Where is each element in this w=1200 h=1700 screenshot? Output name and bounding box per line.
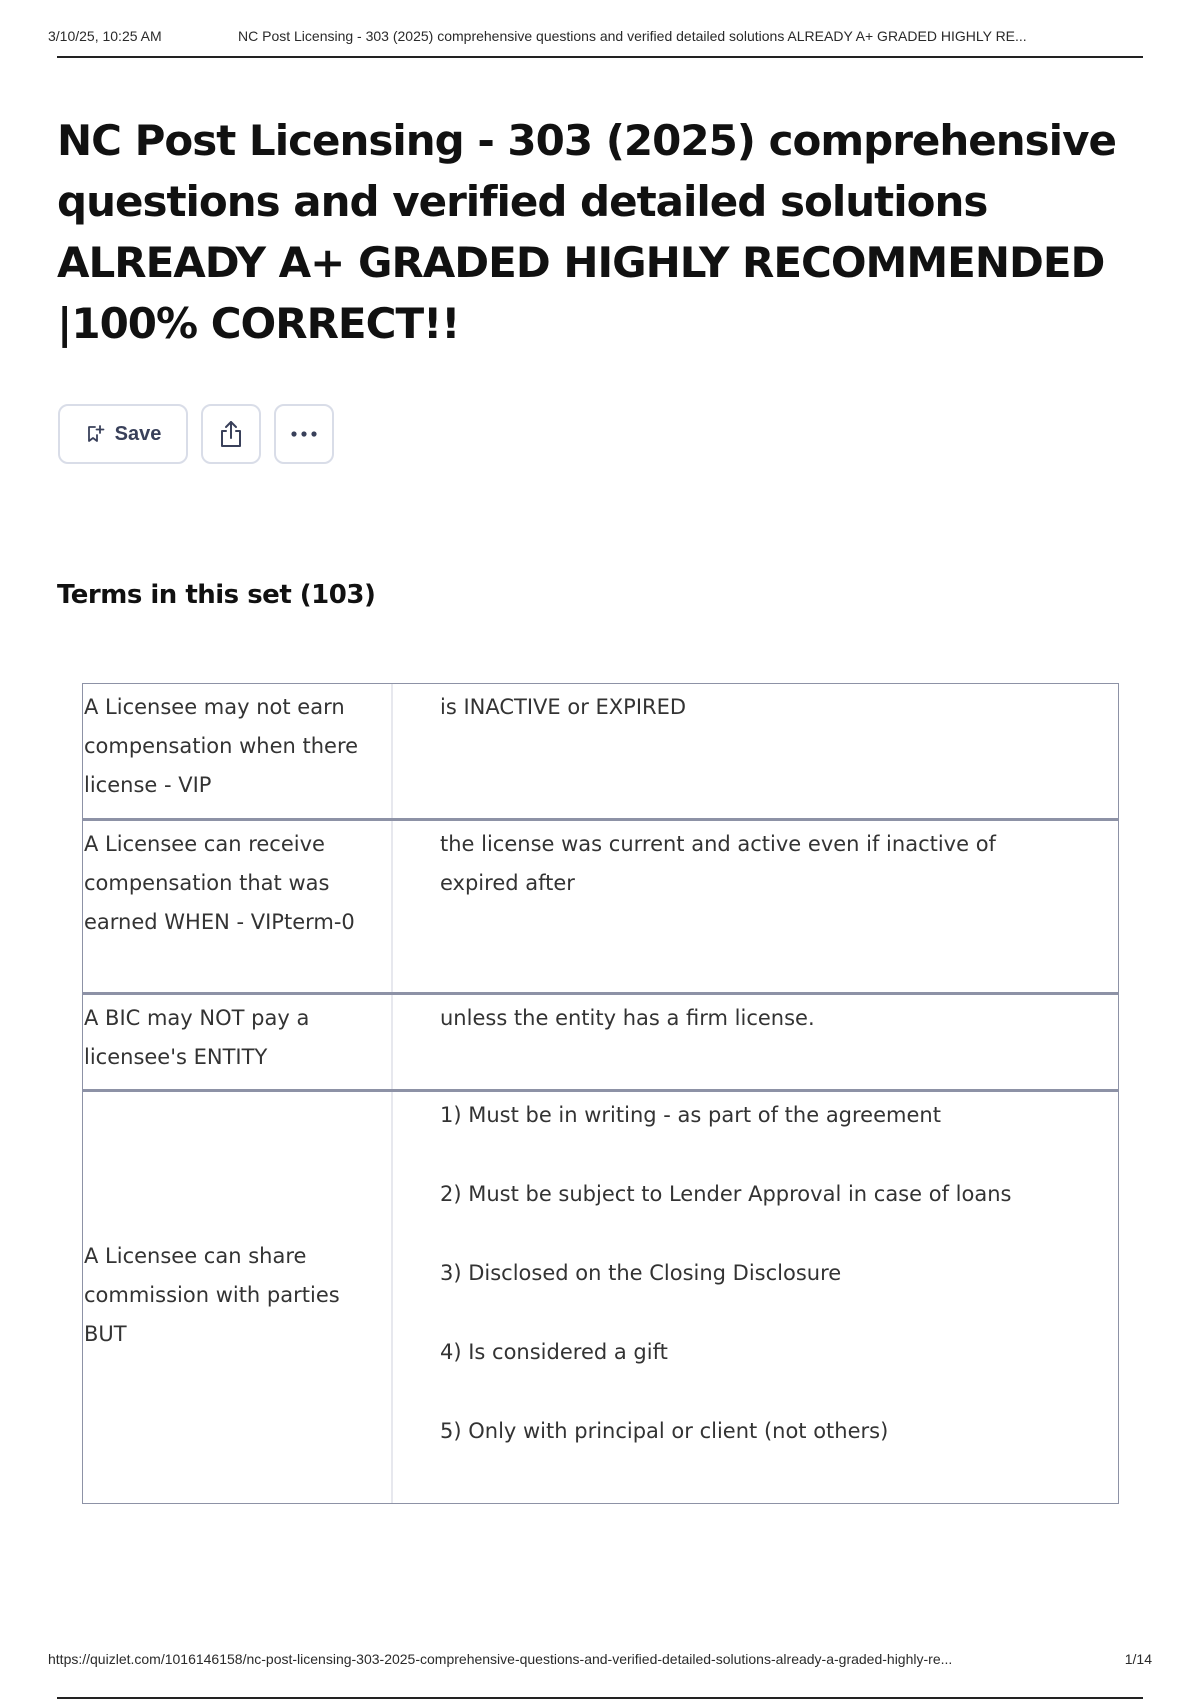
definition-item: 2) Must be subject to Lender Approval in case of loans <box>440 1182 1012 1206</box>
definition-cell: the license was current and active even if inactive of expired after <box>440 832 996 895</box>
terms-table <box>82 683 1119 1504</box>
more-options-button[interactable] <box>274 404 334 464</box>
definition-cell <box>393 1092 1118 1503</box>
bookmark-plus-icon <box>85 424 105 444</box>
definition-cell: is INACTIVE or EXPIRED <box>440 695 687 719</box>
save-button[interactable] <box>58 404 188 464</box>
term-cell: A Licensee may not earn compensation when there license - VIP <box>83 684 393 818</box>
definition-cell: unless the entity has a firm license. <box>440 1006 815 1030</box>
page-url: https://quizlet.com/1016146158/nc-post-licensing-303-2025-comprehensive-questions-and-verified-detailed-solutions-already-a-graded-highly-re... <box>48 1651 953 1667</box>
print-datetime: 3/10/25, 10:25 AM <box>48 28 162 44</box>
page-number: 1/14 <box>1124 1651 1152 1667</box>
print-footer <box>48 1651 1152 1671</box>
save-button-label: Save <box>114 422 162 445</box>
header-divider <box>57 56 1143 58</box>
print-page-title: NC Post Licensing - 303 (2025) comprehensive questions and verified detailed solutions ALREADY A+ GRADED HIGHLY RE... <box>238 28 1027 44</box>
footer-divider <box>57 1697 1143 1699</box>
definition-item: 1) Must be in writing - as part of the agreement <box>440 1103 941 1127</box>
term-cell: A BIC may NOT pay a licensee's ENTITY <box>83 995 393 1089</box>
share-icon <box>217 419 245 449</box>
more-horizontal-icon <box>290 430 318 438</box>
definition-item: 4) Is considered a gift <box>440 1340 668 1364</box>
table-row <box>83 992 1118 1089</box>
share-button[interactable] <box>201 404 261 464</box>
term-text: A Licensee can share commission with parties BUT <box>84 1244 340 1346</box>
terms-heading: Terms in this set (103) <box>57 580 376 610</box>
print-header <box>48 28 1152 48</box>
page-title: NC Post Licensing - 303 (2025) comprehensive questions and verified detailed solutions ALREADY A+ GRADED HIGHLY RECOMMENDED |100% CORRECT!! <box>57 116 1116 348</box>
term-cell: A Licensee can receive compensation that was earned WHEN - VIPterm-0 <box>83 821 393 992</box>
table-row <box>83 818 1118 992</box>
table-row <box>83 1089 1118 1503</box>
definition-item: 5) Only with principal or client (not others) <box>440 1419 889 1443</box>
definition-item: 3) Disclosed on the Closing Disclosure <box>440 1261 842 1285</box>
term-cell <box>83 1092 393 1503</box>
table-row <box>83 684 1118 818</box>
